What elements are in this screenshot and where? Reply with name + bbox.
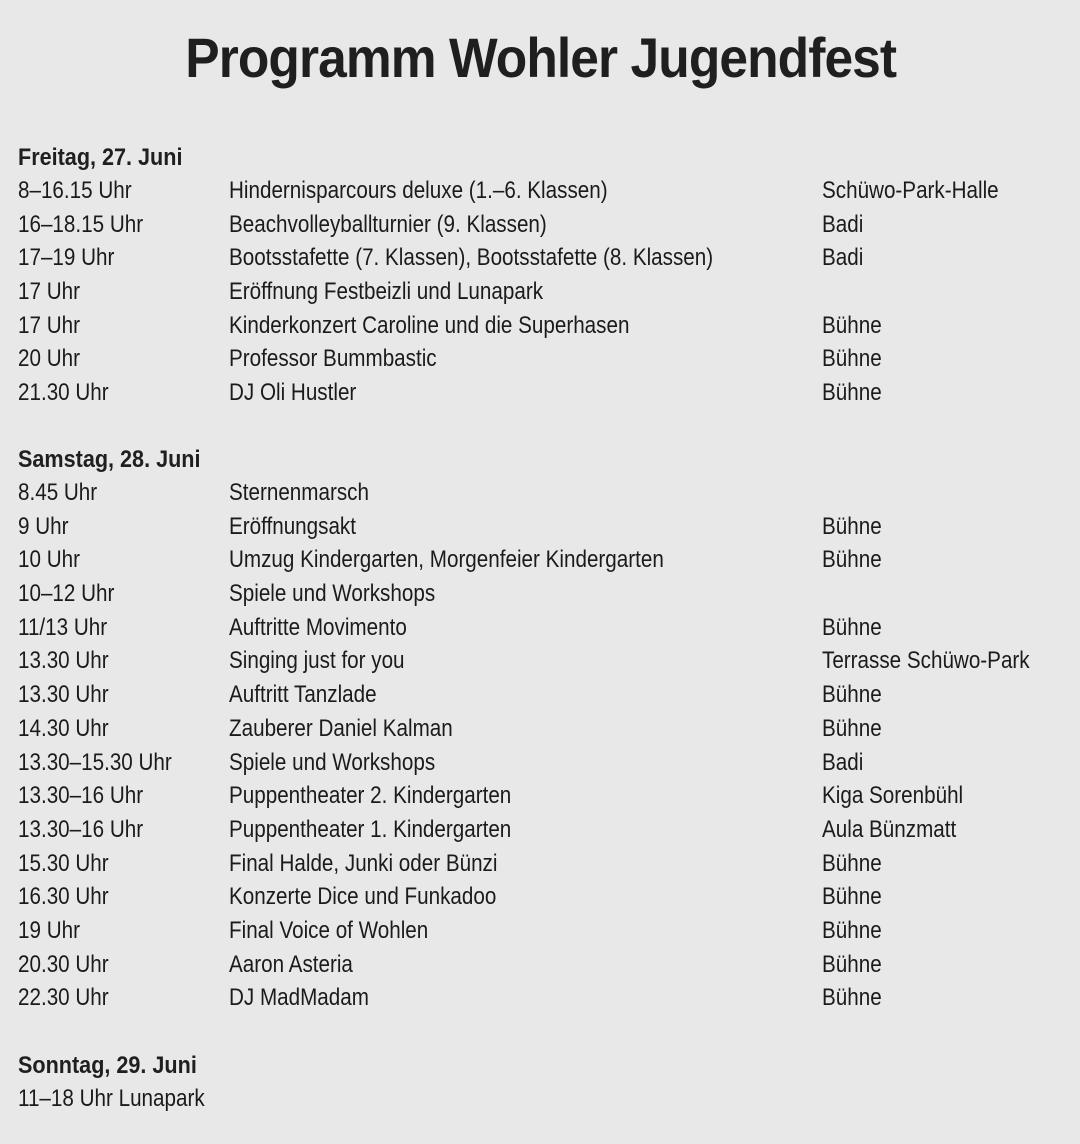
row-event: DJ MadMadam xyxy=(229,984,369,1012)
row-time: 11/13 Uhr xyxy=(18,613,108,641)
row-time: 15.30 Uhr xyxy=(18,849,109,877)
schedule-line: 11–18 Uhr Lunapark xyxy=(18,1085,205,1112)
row-time: 21.30 Uhr xyxy=(18,379,109,407)
day-heading: Samstag, 28. Juni xyxy=(18,446,201,473)
row-time: 13.30–16 Uhr xyxy=(18,782,144,810)
day-heading: Freitag, 27. Juni xyxy=(18,144,183,171)
schedule-row xyxy=(18,476,1068,510)
row-place: Bühne xyxy=(822,512,882,540)
row-place: Badi xyxy=(822,748,864,776)
row-event: Konzerte Dice und Funkadoo xyxy=(229,883,497,911)
schedule-row xyxy=(18,208,1068,242)
schedule-row xyxy=(18,746,1068,780)
schedule-row xyxy=(18,174,1068,208)
page-title: Programm Wohler Jugendfest xyxy=(185,26,897,89)
row-event: Final Voice of Wohlen xyxy=(229,916,429,944)
row-time: 10 Uhr xyxy=(18,546,80,574)
row-event: Spiele und Workshops xyxy=(229,580,436,608)
row-event: Kinderkonzert Caroline und die Superhasen xyxy=(229,311,630,339)
row-time: 22.30 Uhr xyxy=(18,984,109,1012)
schedule-row xyxy=(18,678,1068,712)
schedule-row xyxy=(18,309,1068,343)
schedule-row xyxy=(18,510,1068,544)
row-time: 10–12 Uhr xyxy=(18,580,115,608)
row-event: Final Halde, Junki oder Bünzi xyxy=(229,849,498,877)
schedule-row xyxy=(18,611,1068,645)
row-event: Hindernisparcours deluxe (1.–6. Klassen) xyxy=(229,177,608,204)
row-time: 8.45 Uhr xyxy=(18,479,98,506)
row-place: Schüwo-Park-Halle xyxy=(822,177,999,204)
day-section-saturday xyxy=(18,444,1068,1015)
row-event: Sternenmarsch xyxy=(229,479,369,506)
schedule-row xyxy=(18,880,1068,914)
row-event: Umzug Kindergarten, Morgenfeier Kindergarten xyxy=(229,546,664,574)
row-event: Eröffnung Festbeizli und Lunapark xyxy=(229,278,544,306)
row-time: 8–16.15 Uhr xyxy=(18,177,132,204)
row-place: Bühne xyxy=(822,916,882,944)
row-place: Badi xyxy=(822,244,864,272)
row-place: Bühne xyxy=(822,984,882,1012)
row-time: 20 Uhr xyxy=(18,345,80,373)
row-event: Spiele und Workshops xyxy=(229,748,436,776)
row-event: Auftritte Movimento xyxy=(229,613,407,641)
schedule-row xyxy=(18,779,1068,813)
row-place: Bühne xyxy=(822,950,882,978)
schedule-row xyxy=(18,847,1068,881)
row-place: Bühne xyxy=(822,849,882,877)
row-place: Terrasse Schüwo-Park xyxy=(822,647,1030,675)
row-event: Professor Bummbastic xyxy=(229,345,437,373)
row-event: Aaron Asteria xyxy=(229,950,353,978)
row-time: 20.30 Uhr xyxy=(18,950,109,978)
row-event: Singing just for you xyxy=(229,647,405,675)
row-event: Zauberer Daniel Kalman xyxy=(229,714,453,742)
row-place: Bühne xyxy=(822,883,882,911)
row-place: Bühne xyxy=(822,714,882,742)
row-time: 16.30 Uhr xyxy=(18,883,109,911)
row-place: Bühne xyxy=(822,379,882,407)
row-time: 19 Uhr xyxy=(18,916,80,944)
schedule-row xyxy=(18,577,1068,611)
row-place: Bühne xyxy=(822,311,882,339)
row-place: Bühne xyxy=(822,546,882,574)
schedule-row xyxy=(18,376,1068,410)
row-time: 13.30–16 Uhr xyxy=(18,815,144,843)
schedule-row xyxy=(18,543,1068,577)
row-event: Puppentheater 2. Kindergarten xyxy=(229,782,512,810)
row-time: 16–18.15 Uhr xyxy=(18,210,144,238)
schedule-row xyxy=(18,712,1068,746)
row-place: Bühne xyxy=(822,613,882,641)
schedule-row xyxy=(18,948,1068,982)
row-event: DJ Oli Hustler xyxy=(229,379,357,407)
row-time: 13.30 Uhr xyxy=(18,647,109,675)
day-heading: Sonntag, 29. Juni xyxy=(18,1052,197,1079)
row-place: Bühne xyxy=(822,345,882,373)
row-place: Aula Bünzmatt xyxy=(822,815,957,843)
day-section-friday xyxy=(18,142,1068,410)
schedule-row xyxy=(18,275,1068,309)
row-place: Badi xyxy=(822,210,864,238)
row-event: Puppentheater 1. Kindergarten xyxy=(229,815,512,843)
row-time: 14.30 Uhr xyxy=(18,714,109,742)
row-time: 13.30–15.30 Uhr xyxy=(18,748,172,776)
row-event: Auftritt Tanzlade xyxy=(229,681,377,709)
schedule-row xyxy=(18,644,1068,678)
day-section-sunday xyxy=(18,1050,1068,1116)
row-time: 17 Uhr xyxy=(18,278,80,306)
schedule-row xyxy=(18,241,1068,275)
schedule-row xyxy=(18,813,1068,847)
row-time: 17 Uhr xyxy=(18,311,80,339)
row-time: 9 Uhr xyxy=(18,512,69,540)
row-time: 13.30 Uhr xyxy=(18,681,109,709)
row-event: Beachvolleyballturnier (9. Klassen) xyxy=(229,210,547,238)
row-place: Bühne xyxy=(822,681,882,709)
row-event: Bootsstafette (7. Klassen), Bootsstafette (8. Klassen) xyxy=(229,244,714,272)
schedule-row xyxy=(18,342,1068,376)
schedule-row xyxy=(18,981,1068,1015)
schedule-row xyxy=(18,914,1068,948)
row-place: Kiga Sorenbühl xyxy=(822,782,964,810)
row-time: 17–19 Uhr xyxy=(18,244,115,272)
row-event: Eröffnungsakt xyxy=(229,512,356,540)
